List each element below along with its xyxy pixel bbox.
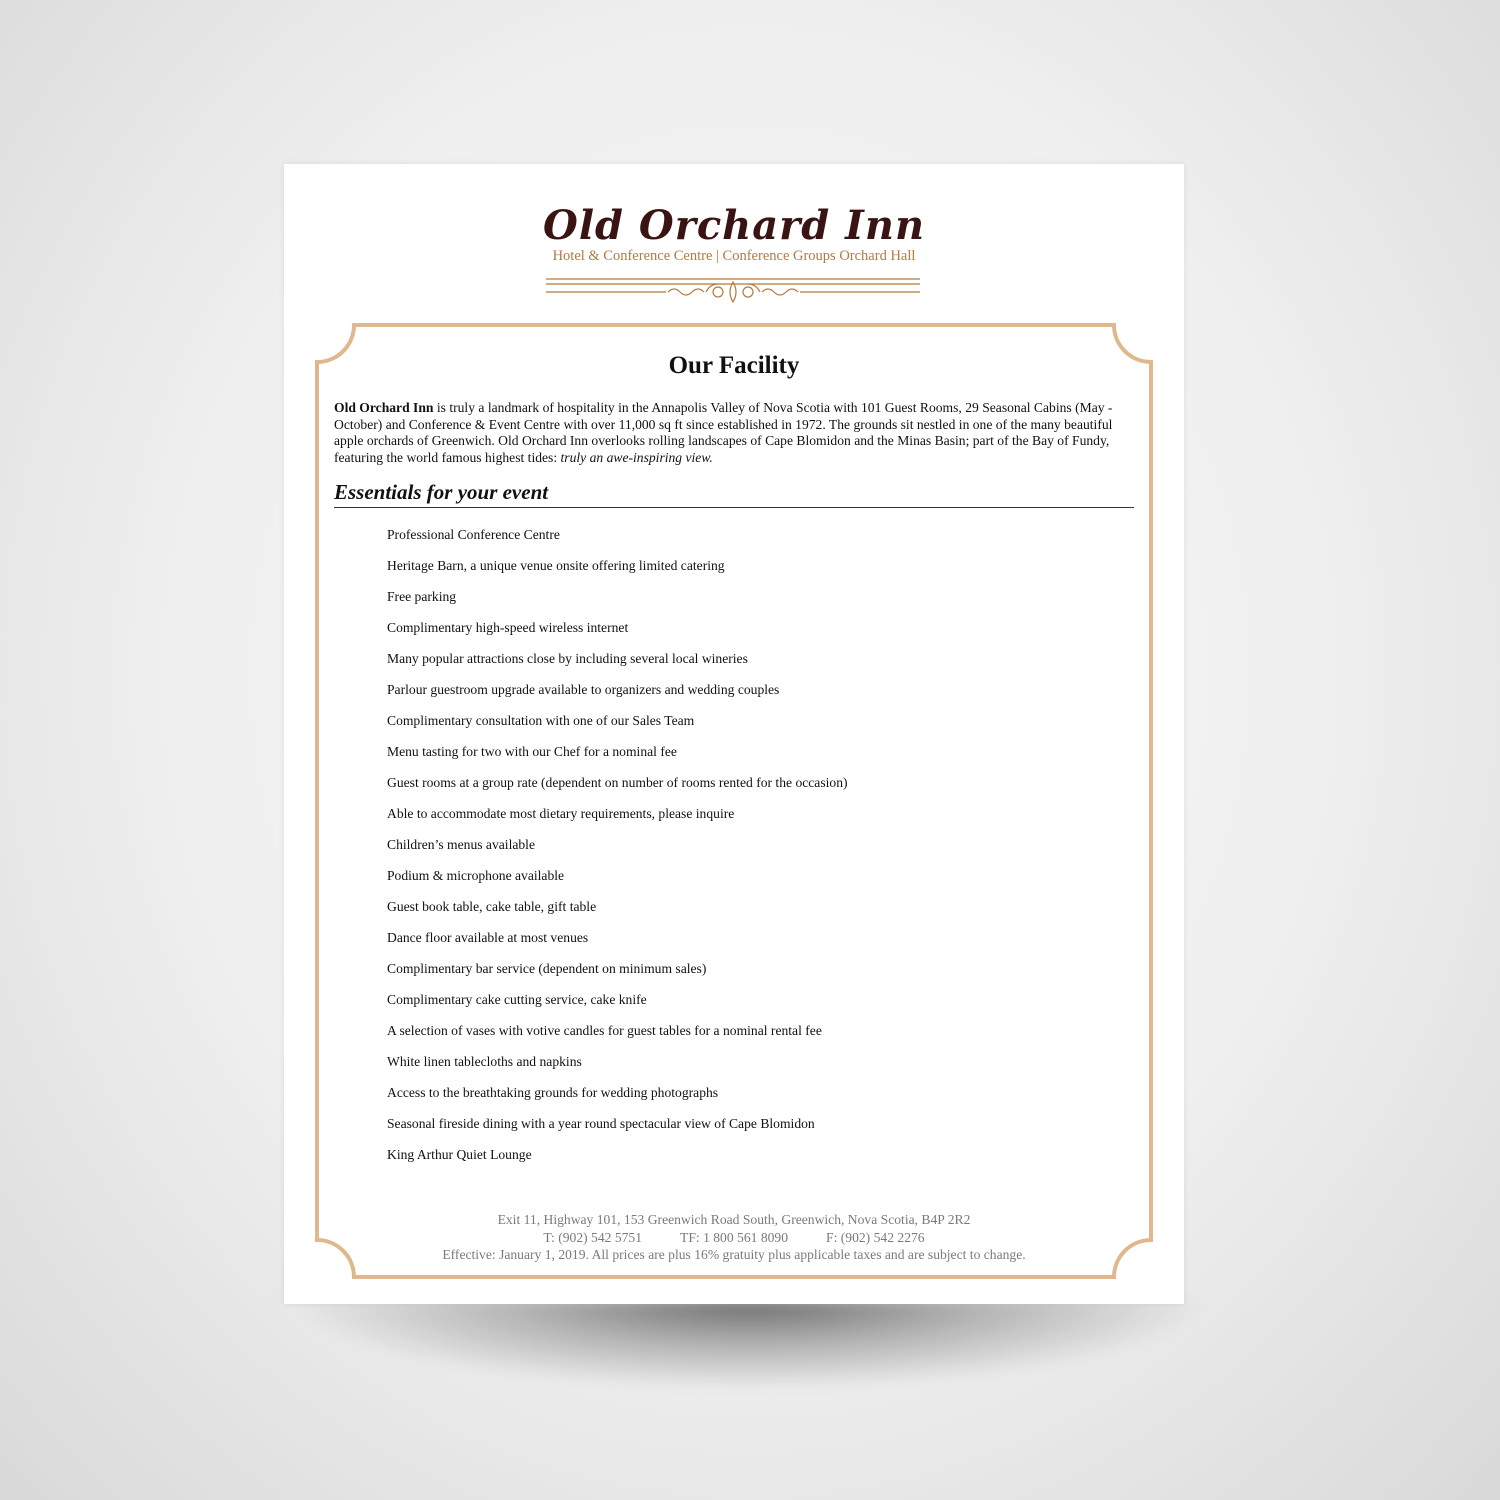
footer-notice: Effective: January 1, 2019. All prices are plus 16% gratuity plus applicable taxes and are subject to change.: [442, 1247, 1026, 1262]
tagline: Hotel & Conference Centre | Conference Groups Orchard Hall: [552, 248, 916, 264]
list-item: White linen tablecloths and napkins: [387, 1054, 582, 1069]
list-item: Complimentary consultation with one of our Sales Team: [387, 713, 695, 728]
footer-toll-free: TF: 1 800 561 8090: [680, 1229, 789, 1245]
intro-paragraph: [334, 400, 1134, 467]
list-item: Professional Conference Centre: [387, 527, 560, 542]
list-item: Podium & microphone available: [387, 868, 565, 883]
footer: [284, 1211, 1184, 1264]
list-item: Complimentary high-speed wireless internet: [387, 620, 629, 635]
ornament-divider-icon: [546, 276, 920, 304]
list-item: Parlour guestroom upgrade available to organizers and wedding couples: [387, 682, 780, 697]
intro-bold-name: Old Orchard Inn: [334, 400, 434, 415]
list-item: Dance floor available at most venues: [387, 930, 589, 945]
list-item: Complimentary cake cutting service, cake knife: [387, 992, 647, 1007]
essentials-list: [387, 526, 1127, 1177]
list-item: Able to accommodate most dietary requirements, please inquire: [387, 806, 735, 821]
list-item: King Arthur Quiet Lounge: [387, 1147, 532, 1162]
section-heading: Essentials for your event: [334, 480, 1134, 508]
list-item: Access to the breathtaking grounds for wedding photographs: [387, 1085, 719, 1100]
footer-fax: F: (902) 542 2276: [826, 1229, 925, 1245]
footer-phone: T: (902) 542 5751: [543, 1229, 643, 1245]
intro-italic: truly an awe-inspiring view.: [560, 450, 713, 466]
page-shadow: [290, 1300, 1210, 1390]
list-item: A selection of vases with votive candles for guest tables for a nominal rental fee: [387, 1023, 822, 1038]
list-item: Free parking: [387, 589, 457, 604]
list-item: Guest book table, cake table, gift table: [387, 899, 597, 914]
list-item: Heritage Barn, a unique venue onsite offering limited catering: [387, 558, 725, 573]
list-item: Seasonal fireside dining with a year round spectacular view of Cape Blomidon: [387, 1116, 815, 1131]
list-item: Children’s menus available: [387, 837, 535, 852]
list-item: Many popular attractions close by including several local wineries: [387, 651, 748, 666]
list-item: Menu tasting for two with our Chef for a nominal fee: [387, 744, 677, 759]
footer-address: Exit 11, Highway 101, 153 Greenwich Road South, Greenwich, Nova Scotia, B4P 2R2: [497, 1212, 971, 1227]
page-title: Our Facility: [668, 352, 800, 379]
document-page: [284, 164, 1184, 1304]
intro-text: is truly a landmark of hospitality in the Annapolis Valley of Nova Scotia with 101 Guest Rooms, 29 Seasonal Cabins (May - October) and Conference & Event Centre with over 11,000 sq ft since established in 1972. The grounds sit nestled in one of the many beautiful apple orchards of Greenwich. Old Orchard Inn overlooks rolling landscapes of Cape Blomidon and the Minas Basin; part of the Bay of Fundy, featuring the world famous highest tides:: [334, 400, 1113, 466]
footer-contacts: [284, 1229, 1184, 1247]
logo-wordmark: Old Orchard Inn: [542, 202, 926, 249]
list-item: Complimentary bar service (dependent on minimum sales): [387, 961, 707, 976]
list-item: Guest rooms at a group rate (dependent on number of rooms rented for the occasion): [387, 775, 848, 790]
